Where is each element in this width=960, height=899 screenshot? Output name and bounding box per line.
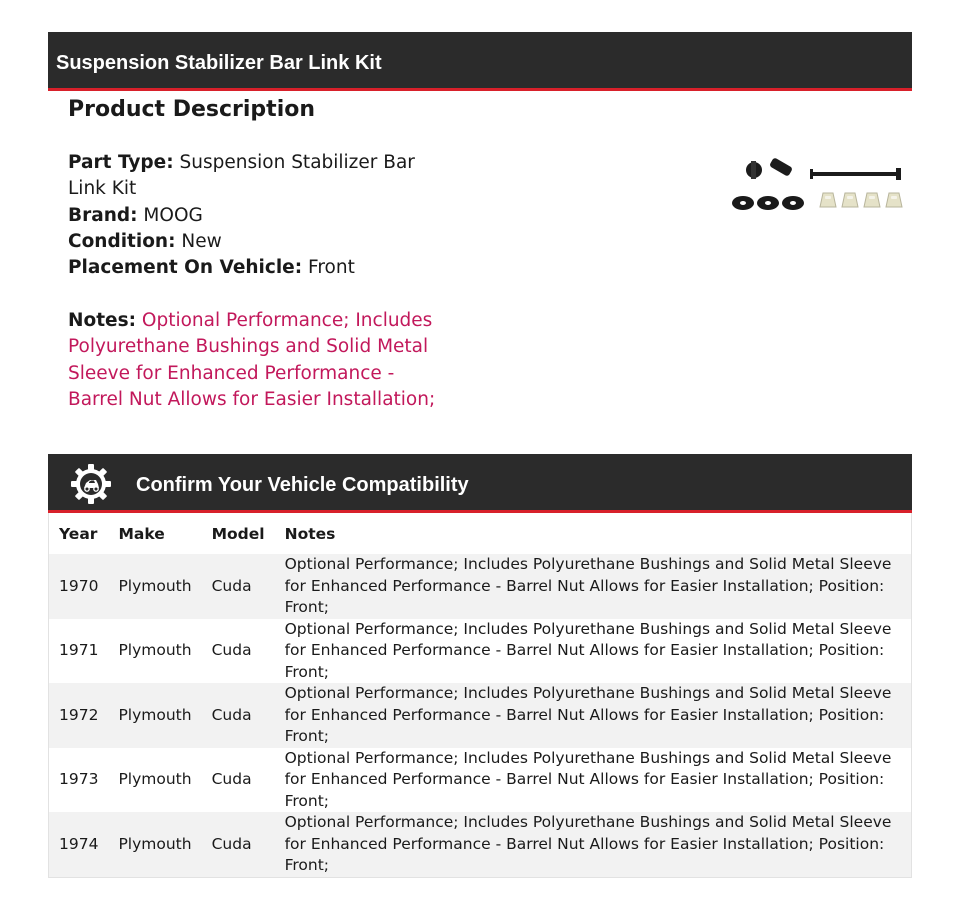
brand-label: Brand:: [68, 204, 138, 226]
bolt-shaft-part: [751, 161, 756, 179]
condition-value: New: [181, 230, 222, 252]
cell-year: 1970: [59, 576, 99, 595]
table-row: [49, 812, 912, 877]
part-type-label: Part Type:: [68, 152, 174, 173]
compatibility-table: [48, 513, 912, 878]
part-type-line: [68, 150, 448, 203]
column-header-model: Model: [202, 513, 275, 554]
description-details: [68, 150, 448, 281]
barrel-nut-part: [769, 157, 793, 177]
cell-model: Cuda: [211, 641, 252, 659]
brand-value: MOOG: [143, 204, 203, 226]
compatibility-title: Confirm Your Vehicle Compatibility: [136, 474, 469, 496]
bushing-part: [842, 193, 858, 207]
bushing-part: [820, 193, 836, 207]
placement-line: [68, 255, 448, 281]
column-header-notes: Notes: [275, 513, 912, 554]
cell-model: Cuda: [211, 576, 252, 595]
table-row: [49, 619, 912, 684]
notes-line: [68, 308, 448, 413]
cell-notes: Optional Performance; Includes Polyurethane Bushings and Solid Metal Sleeve for Enhanced Performance - Barrel Nut Allows for Easier Installation; Position: Front;: [284, 555, 892, 616]
cell-model: Cuda: [211, 770, 252, 788]
brand-line: [68, 203, 448, 229]
placement-value: Front: [308, 257, 355, 279]
link-rod-part: [810, 172, 900, 176]
column-header-year: Year: [49, 513, 109, 554]
placement-label: Placement On Vehicle:: [68, 257, 303, 279]
cell-model: Cuda: [211, 705, 252, 724]
bushing-part: [886, 193, 902, 207]
condition-label: Condition:: [68, 230, 176, 252]
condition-line: [68, 229, 448, 255]
column-header-make: Make: [108, 513, 201, 554]
description-heading: Product Description: [68, 97, 316, 122]
table-row: [49, 554, 912, 619]
page-title: Suspension Stabilizer Bar Link Kit: [56, 52, 382, 74]
table-row: [49, 683, 912, 748]
notes-value: Optional Performance; Includes Polyurethane Bushings and Solid Metal Sleeve for Enhanced Performance - Barrel Nut Allows for Easier Installation;: [68, 310, 436, 410]
cell-make: Plymouth: [118, 705, 192, 724]
title-bar: [48, 32, 912, 91]
compatibility-bar: [48, 454, 912, 513]
cell-make: Plymouth: [118, 834, 192, 853]
cell-model: Cuda: [211, 834, 252, 853]
cell-year: 1974: [59, 834, 99, 853]
cell-notes: Optional Performance; Includes Polyurethane Bushings and Solid Metal Sleeve for Enhanced Performance - Barrel Nut Allows for Easier Installation; Position: Front;: [284, 748, 892, 810]
cell-make: Plymouth: [118, 770, 192, 788]
cell-notes: Optional Performance; Includes Polyurethane Bushings and Solid Metal Sleeve for Enhanced Performance - Barrel Nut Allows for Easier Installation; Position: Front;: [284, 619, 892, 681]
gear-car-icon: [70, 463, 112, 505]
notes-label: Notes:: [68, 310, 136, 331]
cell-make: Plymouth: [118, 641, 192, 659]
cell-notes: Optional Performance; Includes Polyurethane Bushings and Solid Metal Sleeve for Enhanced Performance - Barrel Nut Allows for Easier Installation; Position: Front;: [284, 813, 892, 874]
product-image: [730, 155, 910, 217]
cell-year: 1972: [59, 705, 99, 724]
bushing-part: [864, 193, 880, 207]
cell-year: 1971: [59, 641, 99, 659]
cell-make: Plymouth: [118, 576, 192, 595]
table-row: [49, 748, 912, 813]
part-type-value: Suspension Stabilizer Bar Link Kit: [68, 152, 415, 200]
table-header-row: [49, 513, 912, 554]
cell-year: 1973: [59, 770, 99, 788]
cell-notes: Optional Performance; Includes Polyurethane Bushings and Solid Metal Sleeve for Enhanced Performance - Barrel Nut Allows for Easier Installation; Position: Front;: [284, 684, 892, 745]
